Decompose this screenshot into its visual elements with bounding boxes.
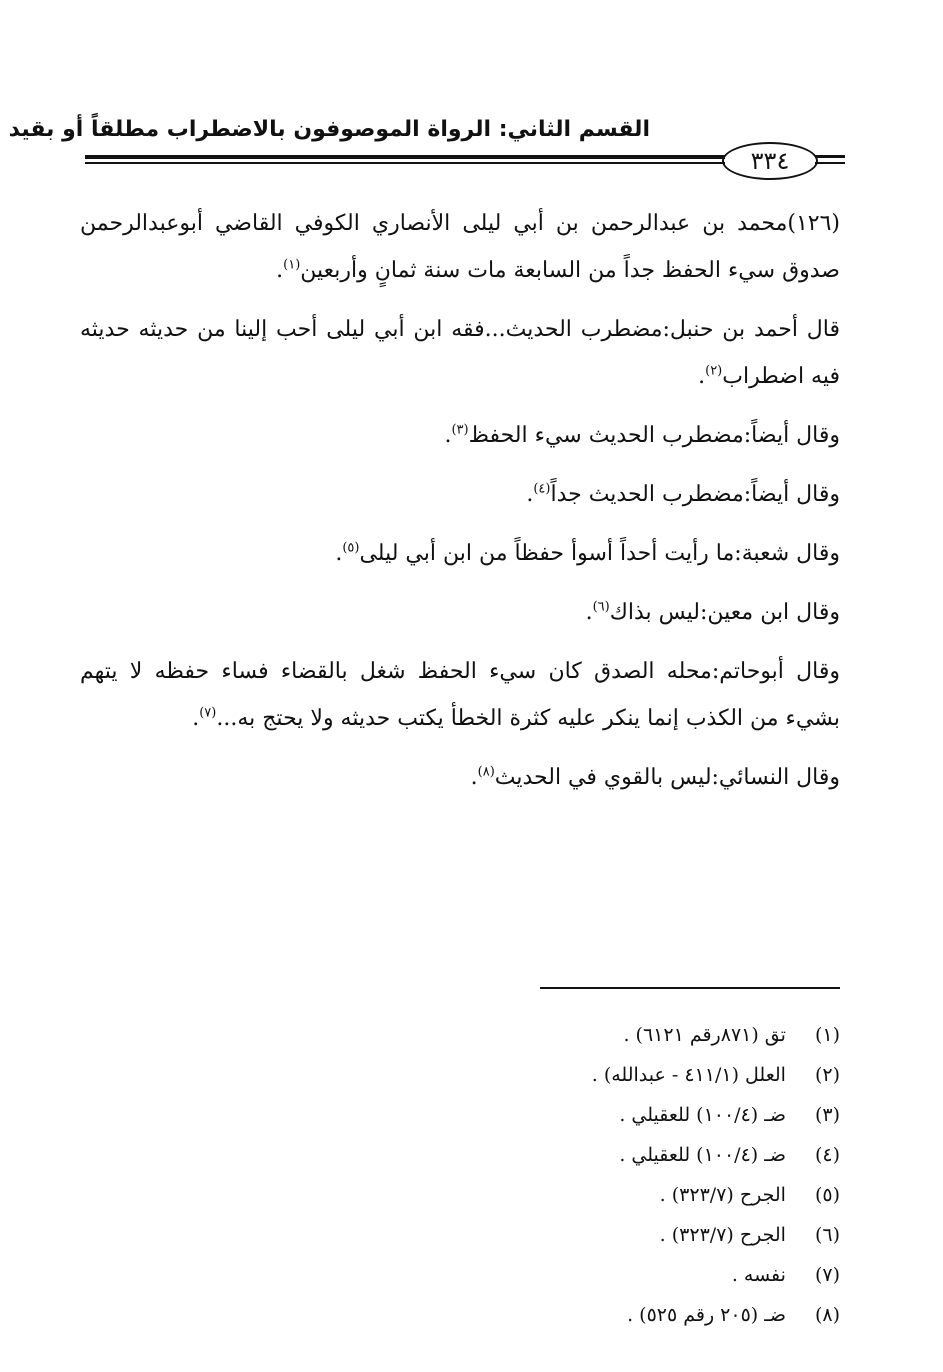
- footnote-number: (٥): [814, 1184, 840, 1206]
- also1-text: وقال أيضاً:مضطرب الحديث سيء الحفظ: [468, 423, 840, 448]
- ibn-maeen-paragraph: [80, 589, 840, 636]
- footnote-text: نفسه .: [731, 1264, 786, 1286]
- footnote-item: [400, 1135, 840, 1175]
- footnote-ref-8: (٨): [477, 764, 495, 780]
- header-rule-right-thin: [815, 162, 845, 164]
- nasai-text: وقال النسائي:ليس بالقوي في الحديث: [494, 765, 840, 790]
- footnote-number: (٦): [814, 1224, 840, 1246]
- footnote-ref-4: (٤): [533, 481, 551, 497]
- ahmad-text: قال أحمد بن حنبل:مضطرب الحديث...فقه ابن أبي ليلى أحب إلينا من حديثه حديثه فيه اضطراب: [80, 317, 840, 389]
- end-mark: .: [444, 423, 452, 448]
- footnote-separator: [540, 987, 840, 989]
- end-mark: .: [192, 706, 200, 731]
- page-number-oval: ٣٣٤: [722, 142, 818, 180]
- header-rule-thick: [85, 155, 725, 159]
- footnote-ref-3: (٣): [451, 422, 469, 438]
- also2-paragraph: [80, 471, 840, 518]
- end-mark: .: [335, 541, 343, 566]
- end-mark: .: [276, 258, 284, 283]
- footnote-item: [400, 1175, 840, 1215]
- footnote-text: الجرح (٣٢٣/٧) .: [659, 1184, 786, 1206]
- header-rule-right-thick: [815, 155, 845, 158]
- footnotes-list: [400, 1015, 840, 1335]
- footnote-ref-7: (٧): [199, 705, 217, 721]
- nasai-paragraph: [80, 754, 840, 801]
- footnote-item: [400, 1255, 840, 1295]
- footnote-text: العلل (٤١١/١ - عبدالله) .: [591, 1064, 786, 1086]
- main-body-text: [80, 200, 840, 813]
- abu-hatim-paragraph: [80, 648, 840, 742]
- entry-intro-paragraph: [80, 200, 840, 294]
- footnote-text: ضـ (١٠٠/٤) للعقيلي .: [619, 1104, 786, 1126]
- shuba-paragraph: [80, 530, 840, 577]
- footnote-number: (٤): [814, 1144, 840, 1166]
- footnote-ref-6: (٦): [592, 599, 610, 615]
- footnote-item: [400, 1295, 840, 1335]
- end-mark: .: [585, 600, 593, 625]
- abu-hatim-text: وقال أبوحاتم:محله الصدق كان سيء الحفظ شغل بالقضاء فساء حفظه لا يتهم بشيء من الكذب إنما ينكر عليه كثرة الخطأ يكتب حديثه ولا يحتج به...: [80, 659, 840, 731]
- footnote-number: (٧): [814, 1264, 840, 1286]
- running-header-title: القسم الثاني: الرواة الموصوفون بالاضطراب مطلقاً أو بقيد: [8, 117, 650, 142]
- footnote-ref-2: (٢): [705, 363, 723, 379]
- shuba-text: وقال شعبة:ما رأيت أحداً أسوأ حفظاً من ابن أبي ليلى: [359, 541, 840, 566]
- footnote-item: [400, 1215, 840, 1255]
- footnote-text: ضـ (١٠٠/٤) للعقيلي .: [619, 1144, 786, 1166]
- header-rule-thin: [85, 162, 725, 164]
- also2-text: وقال أيضاً:مضطرب الحديث جداً: [550, 482, 840, 507]
- entry-intro-text: (١٢٦)محمد بن عبدالرحمن بن أبي ليلى الأنصاري الكوفي القاضي أبوعبدالرحمن صدوق سيء الحفظ جداً من السابعة مات سنة ثمانٍ وأربعين: [80, 211, 840, 283]
- footnote-text: الجرح (٣٢٣/٧) .: [659, 1224, 786, 1246]
- footnote-item: [400, 1015, 840, 1055]
- footnote-text: ضـ (٢٠٥ رقم ٥٢٥) .: [627, 1304, 786, 1326]
- also1-paragraph: [80, 412, 840, 459]
- footnote-number: (٢): [814, 1064, 840, 1086]
- footnote-item: [400, 1055, 840, 1095]
- end-mark: .: [526, 482, 534, 507]
- footnote-item: [400, 1095, 840, 1135]
- end-mark: .: [470, 765, 478, 790]
- footnote-text: تق (٨٧١رقم ٦١٢١) .: [623, 1024, 786, 1046]
- ahmad-paragraph: [80, 306, 840, 400]
- ibn-maeen-text: وقال ابن معين:ليس بذاك: [609, 600, 840, 625]
- footnote-number: (١): [814, 1024, 840, 1046]
- footnote-number: (٨): [814, 1304, 840, 1326]
- footnote-ref-1: (١): [283, 257, 301, 273]
- end-mark: .: [698, 364, 706, 389]
- footnote-number: (٣): [814, 1104, 840, 1126]
- footnote-ref-5: (٥): [342, 540, 360, 556]
